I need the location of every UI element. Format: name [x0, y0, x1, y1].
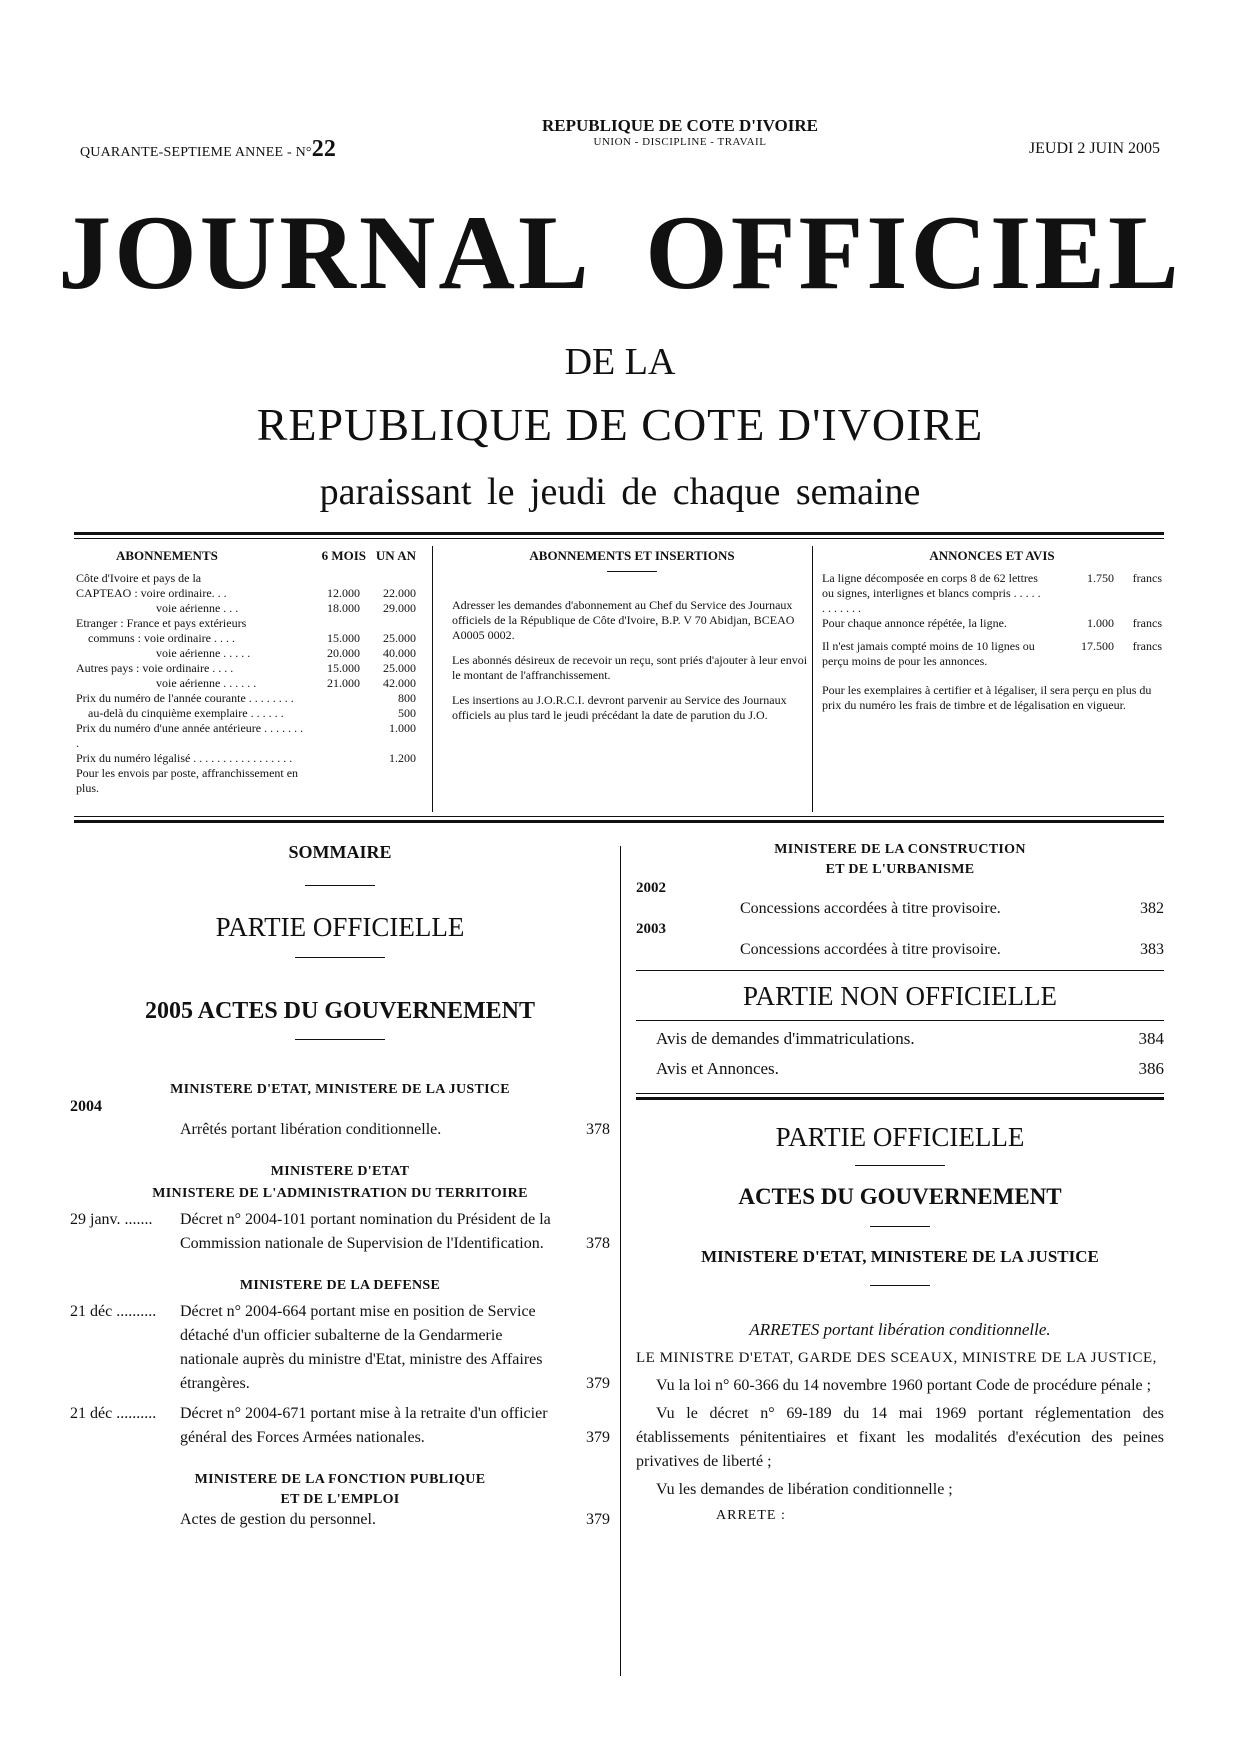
toc-entry[interactable]: [70, 1118, 610, 1142]
minimum-price: 17.500: [1081, 639, 1114, 653]
divider: [295, 1039, 385, 1040]
rates-row-six-months: 21.000: [327, 676, 360, 690]
toc-entry[interactable]: [70, 1208, 610, 1256]
rates-row-label: CAPTEAO : voire ordinaire. . .: [76, 586, 227, 600]
right-column: [636, 842, 1164, 1524]
rates-col-year: UN AN: [375, 548, 416, 563]
arrete-label: ARRETE :: [716, 1508, 786, 1523]
legal-basis-2: Vu le décret n° 69-189 du 14 mai 1969 portant réglementation des établissements pénitentiaires et fixant les modalités d'exécution des peines privatives de liberté ;: [636, 1405, 1164, 1470]
rates-row-six-months: 15.000: [327, 631, 360, 645]
rates-row-label: au-delà du cinquième exemplaire . . . . . .: [88, 706, 284, 720]
toc-entry-page: 383: [1140, 941, 1164, 958]
toc-entry-text: Décret n° 2004-664 portant mise en position de Service détaché d'un officier subalterne de la Gendarmerie nationale auprès du ministre d'Etat, ministre des Affaires étrangères.: [180, 1303, 543, 1392]
toc-entry-text: Concessions accordées à titre provisoire.: [740, 900, 1001, 917]
rates-row-six-months: 15.000: [327, 661, 360, 675]
toc-entry[interactable]: [636, 1057, 1164, 1081]
minister-intro: LE MINISTRE D'ETAT, GARDE DES SCEAUX, MINISTRE DE LA JUSTICE,: [636, 1350, 1157, 1366]
minimum-label: Il n'est jamais compté moins de 10 lignes ou perçu moins de pour les annonces.: [822, 639, 1035, 668]
toc-entry[interactable]: [636, 1027, 1164, 1051]
rates-row-year: 29.000: [383, 601, 416, 615]
rates-title: ABONNEMENTS: [116, 548, 218, 563]
toc-entry[interactable]: [636, 897, 1164, 921]
rates-row-six-months: [304, 751, 360, 766]
rates-row: [76, 721, 416, 751]
announcement-rate-line: [822, 571, 1162, 616]
toc-entry-text: Décret n° 2004-101 portant nomination du Président de la Commission nationale de Supervision de l'Identification.: [180, 1211, 551, 1252]
ministry-territory: MINISTERE DE L'ADMINISTRATION DU TERRITOIRE: [152, 1186, 528, 1201]
ministry-justice: MINISTERE D'ETAT, MINISTERE DE LA JUSTICE: [170, 1082, 510, 1097]
rates-row: [76, 706, 416, 721]
actes-heading: 2005 ACTES DU GOUVERNEMENT: [144, 998, 536, 1024]
subscription-rates-box: [76, 548, 416, 810]
rate-line-price: 1.750: [1087, 571, 1114, 585]
rates-col-six-months: 6 MOIS: [321, 548, 366, 563]
column-divider: [620, 846, 621, 1676]
rates-row-year: 40.000: [383, 646, 416, 660]
year-label: 2003: [636, 921, 666, 937]
rates-row-year: 500: [398, 706, 416, 720]
rates-row: [76, 751, 416, 766]
subscriptions-receipt-note: Les abonnés désireux de recevoir un reçu, sont priés d'ajouter à leur envoi le montant de l'affranchissement.: [452, 653, 808, 682]
rates-row-label: communs : voie ordinaire . . . .: [88, 631, 235, 645]
rates-row-six-months: [304, 721, 360, 751]
rates-row-label: Autres pays : voie ordinaire . . . .: [76, 661, 234, 675]
toc-entry-page: 384: [1138, 1029, 1164, 1048]
subscriptions-insertions-box: [452, 548, 812, 810]
ministry-fonction-publique: MINISTERE DE LA FONCTION PUBLIQUE: [194, 1472, 486, 1487]
rate-unit: francs: [1132, 616, 1162, 630]
certification-note: Pour les exemplaires à certifier et à légaliser, il sera perçu en plus du prix du numéro les frais de timbre et de légalisation en vigueur.: [822, 683, 1152, 712]
toc-entry-page: 378: [586, 1235, 610, 1252]
rate-unit: francs: [1132, 571, 1162, 585]
divider: [305, 885, 375, 886]
masthead-rule: [74, 532, 1164, 535]
rates-row: [76, 601, 416, 616]
insertions-deadline: Les insertions au J.O.R.C.I. devront parvenir au Service des Journaux officiels au plus tard le jeudi précédant la date de parution du J.O.: [452, 693, 787, 722]
issue-prefix: QUARANTE-SEPTIEME ANNEE - N°: [80, 145, 312, 160]
toc-entry-page: 379: [586, 1429, 610, 1446]
rates-row-label: Prix du numéro légalisé . . . . . . . . . . . . . . . . .: [76, 751, 293, 765]
rates-row: [76, 631, 416, 646]
rates-row-six-months: [304, 691, 360, 706]
rates-row-label: Côte d'Ivoire et pays de la: [76, 571, 202, 585]
toc-entry-text: Concessions accordées à titre provisoire.: [740, 941, 1001, 958]
rates-row-six-months: 12.000: [327, 586, 360, 600]
rates-row-year: 25.000: [383, 631, 416, 645]
rates-row: [76, 586, 416, 601]
toc-entry-text: Arrêtés portant libération conditionnelle.: [180, 1121, 442, 1138]
rate-repeat-price: 1.000: [1087, 616, 1114, 630]
ministry-etat: MINISTERE D'ETAT: [270, 1164, 410, 1179]
ministry-construction: MINISTERE DE LA CONSTRUCTION: [774, 842, 1026, 857]
section-rule: [636, 1093, 1164, 1094]
masthead-republic: REPUBLIQUE DE COTE D'IVOIRE: [256, 399, 984, 450]
title-underline: [607, 571, 657, 572]
rate-line-label: La ligne décomposée en corps 8 de 62 lettres ou signes, interlignes et blancs compris . . . . . . . . . . . .: [822, 571, 1041, 615]
section-rule: [636, 1020, 1164, 1021]
toc-entry[interactable]: [70, 1300, 610, 1396]
rates-row-six-months: [304, 571, 360, 586]
toc-entry-page: 382: [1140, 900, 1164, 917]
masthead-de-la: DE LA: [564, 341, 676, 383]
toc-entry-page: 386: [1138, 1059, 1164, 1078]
toc-entry-page: 379: [586, 1375, 610, 1392]
rates-row-year: [360, 571, 416, 586]
announcements-box: [822, 548, 1162, 810]
rates-row: [76, 661, 416, 676]
issue-number-value: 22: [311, 136, 337, 162]
divider: [295, 957, 385, 958]
rates-row: [76, 646, 416, 661]
toc-entry[interactable]: [70, 1508, 610, 1532]
issue-date: JEUDI 2 JUIN 2005: [1028, 140, 1160, 157]
toc-entry-page: 379: [586, 1511, 610, 1528]
box-divider: [432, 546, 433, 812]
rates-row: [76, 676, 416, 691]
toc-entry[interactable]: [70, 1402, 610, 1450]
rates-row-six-months: [304, 766, 360, 796]
journal-title: JOURNAL OFFICIEL: [58, 194, 1182, 311]
boxes-bottom-rule-thick: [74, 820, 1164, 823]
rates-row: [76, 571, 416, 586]
section-rule-thick: [636, 1097, 1164, 1100]
announcement-rate-repeat: [822, 616, 1162, 631]
rates-row-year: 25.000: [383, 661, 416, 675]
sommaire-column: [70, 842, 610, 1532]
legal-basis-3: Vu les demandes de libération conditionnelle ;: [656, 1481, 953, 1498]
rates-row-year: 1.000: [389, 721, 416, 735]
toc-entry-text: Décret n° 2004-671 portant mise à la retraite d'un officier général des Forces Armées nationales.: [180, 1405, 548, 1446]
rates-row-label: Prix du numéro d'une année antérieure . . . . . . . .: [76, 721, 304, 750]
subscriptions-title: ABONNEMENTS ET INSERTIONS: [529, 548, 735, 563]
toc-entry-text: Avis et Annonces.: [656, 1059, 779, 1078]
rate-unit: francs: [1132, 639, 1162, 653]
rates-row-label: Prix du numéro de l'année courante . . . . . . . .: [76, 691, 294, 705]
rates-table: [76, 571, 416, 796]
divider: [870, 1285, 930, 1286]
section-rule: [636, 970, 1164, 971]
republic-header: [490, 116, 870, 148]
rates-row-six-months: 20.000: [327, 646, 360, 660]
year-label: 2004: [70, 1098, 102, 1115]
rates-row-six-months: [304, 616, 360, 631]
ministry-urbanisme: ET DE L'URBANISME: [825, 862, 975, 877]
legal-basis-1: Vu la loi n° 60-366 du 14 novembre 1960 portant Code de procédure pénale ;: [656, 1377, 1152, 1394]
ministry-emploi: ET DE L'EMPLOI: [280, 1492, 400, 1507]
rates-row: [76, 616, 416, 631]
ministry-defense: MINISTERE DE LA DEFENSE: [239, 1278, 441, 1293]
partie-officielle-heading: PARTIE OFFICIELLE: [775, 1122, 1025, 1152]
rates-row-label: voie aérienne . . . . . .: [156, 676, 257, 690]
toc-entry-date: 29 janv. .......: [70, 1211, 153, 1228]
rates-row-year: 42.000: [383, 676, 416, 690]
toc-entry-date: 21 déc ..........: [70, 1405, 157, 1422]
toc-entry[interactable]: [636, 938, 1164, 962]
ministry-justice: MINISTERE D'ETAT, MINISTERE DE LA JUSTICE: [701, 1247, 1099, 1266]
divider: [870, 1226, 930, 1227]
rates-row-year: [360, 766, 416, 796]
republic-name: REPUBLIQUE DE COTE D'IVOIRE: [542, 116, 818, 135]
sommaire-title: SOMMAIRE: [288, 842, 392, 862]
rates-row-year: 800: [398, 691, 416, 705]
rates-row-six-months: [304, 706, 360, 721]
toc-entry-text: Actes de gestion du personnel.: [180, 1511, 376, 1528]
subscriptions-address: Adresser les demandes d'abonnement au Chef du Service des Journaux officiels de la République de Côte d'Ivoire, B.P. V 70 Abidjan, BCEAO A0005 0002.: [452, 598, 795, 642]
rates-row-six-months: 18.000: [327, 601, 360, 615]
rates-row-label: voie aérienne . . . . .: [156, 646, 251, 660]
issue-number: [80, 136, 336, 163]
boxes-bottom-rule: [74, 816, 1164, 817]
rates-row-year: 22.000: [383, 586, 416, 600]
masthead-rule-thin: [74, 538, 1164, 539]
masthead-subtitle: paraissant le jeudi de chaque semaine: [319, 471, 921, 513]
toc-entry-date: 21 déc ..........: [70, 1303, 157, 1320]
year-label: 2002: [636, 880, 666, 896]
partie-non-officielle-heading: PARTIE NON OFFICIELLE: [743, 981, 1057, 1011]
box-divider: [812, 546, 813, 812]
announcement-minimum: [822, 639, 1162, 669]
rates-row-year: 1.200: [389, 751, 416, 765]
rate-repeat-label: Pour chaque annonce répétée, la ligne.: [822, 616, 1007, 630]
arretes-title: ARRETES portant libération conditionnelle.: [749, 1320, 1051, 1339]
rates-row-label: Pour les envois par poste, affranchissement en plus.: [76, 766, 299, 795]
national-motto: UNION - DISCIPLINE - TRAVAIL: [593, 136, 767, 148]
rates-row-label: voie aérienne . . .: [156, 601, 239, 615]
announcements-title: ANNONCES ET AVIS: [929, 548, 1055, 563]
rates-row-label: Etranger : France et pays extérieurs: [76, 616, 247, 630]
divider: [855, 1165, 945, 1166]
toc-entry-page: 378: [586, 1121, 610, 1138]
rates-row-year: [360, 616, 416, 631]
actes-heading: ACTES DU GOUVERNEMENT: [738, 1184, 1062, 1209]
rates-row: [76, 766, 416, 796]
partie-officielle-heading: PARTIE OFFICIELLE: [215, 912, 465, 942]
rates-row: [76, 691, 416, 706]
toc-entry-text: Avis de demandes d'immatriculations.: [656, 1029, 915, 1048]
